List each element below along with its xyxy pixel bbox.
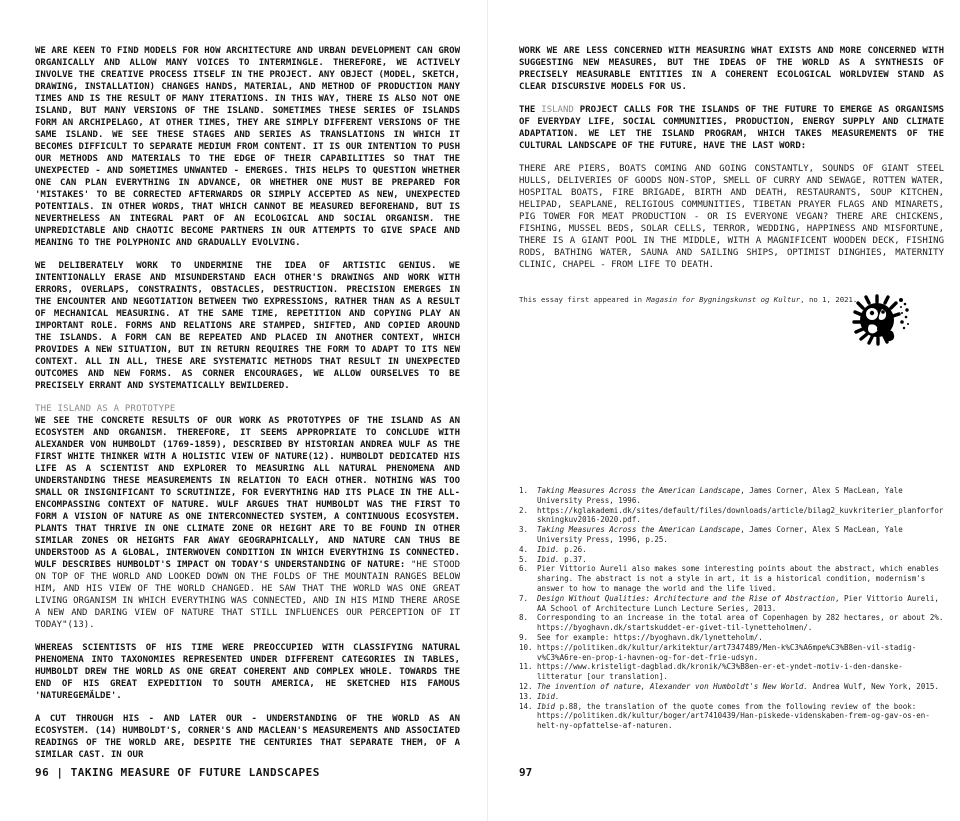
paragraph [35,415,460,631]
footnote-number: 8. [519,613,529,623]
footnote-number: 4. [519,544,529,554]
footnote-number: 3. [519,525,529,535]
footnote-text: , James Corner, Alex S MacLean, Yale University Press, 1996. [537,486,903,505]
footnote-number: 5. [519,554,529,564]
footnote-number: 2. [519,505,529,515]
footnotes-list [519,486,944,731]
footnote-text: The invention of nature, Alexander von Humboldt's New World. [537,681,808,691]
page-gutter-divider [487,0,488,821]
footnote-text: Ibid. [537,554,560,564]
paragraph: WORK WE ARE LESS CONCERNED WITH MEASURING WHAT EXISTS AND MORE CONCERNED WITH SUGGESTING NEW MEASURES, BUT THE IDEAS OF THE WORLD AS A SYNTHESIS OF PRECISELY MEASURABLE ENTITIES IN A COHERENT ECOLOGICAL WORLDVIEW STAND AS CLEAR DISCURSIVE MODELS FOR US. [519,46,944,92]
footnote-item [519,702,944,731]
humboldt-quote: "HE STOOD ON TOP OF THE WORLD AND LOOKED DOWN ON THE FOLDS OF THE MOUNTAIN RANGES BELOW HIM, AND HIS VIEW OF THE WORLD CHANGED. HE SAW THAT THE WORLD WAS ONE GREAT LIVING ORGANISM IN WHICH EVERYTHING WAS CONNECTED, AND IN HIS MIND THERE AROSE A NEW AND DARING VIEW OF NATURE THAT STILL INFLUENCES OUR PERCEPTION OF IT TODAY"(13). [35,560,460,630]
left-page-column [35,45,460,761]
footnote-text: Corresponding to an increase in the total area of Copenhagen by 282 hectares, or about 2%. https://byoghavn.dk/startskuddet-er-givet-til-lynetteholmen/. [537,613,944,633]
paragraph: WE ARE KEEN TO FIND MODELS FOR HOW ARCHITECTURE AND URBAN DEVELOPMENT CAN GROW ORGANICALLY AND ALLOW MANY VOICES TO INTERMINGLE. THEREFORE, WE ACTIVELY INVOLVE THE CREATIVE PROCESS ITSELF IN THE PROJECT. ANY OBJECT (MODEL, SKETCH, DRAWING, INSTALLATION) CHANGES HANDS, MATERIAL, AND METHOD OF PRODUCTION MANY TIMES AND IS THE RESULT OF MANY ITERATIONS. IN THIS WAY, THERE IS ALSO NOT ONE ISLAND, BUT MANY VERSIONS OF THE ISLAND. SOMETIMES THESE SERIES OF ISLANDS FORM AN ARCHIPELAGO, AT OTHER TIMES, THEY ARE SIMPLY DIFFERENT VERSIONS OF THE SAME ISLAND. WE SEE THESE STAGES AND SERIES AS TRANSLATIONS IN WHICH IT BECOMES DIFFICULT TO SEPARATE MEDIUM FROM CONTENT. IT IS OUR INTENTION TO PUSH OUR METHODS AND MATERIALS TO THE EDGE OF THEIR CAPABILITIES SO THAT THE UNEXPECTED - AND SOMETIMES UNWANTED - EMERGES. THIS HELPS TO QUESTION WHETHER ONE CAN PLAN EVERYTHING IN ADVANCE, OR WHETHER ONE MUST BE PREPARED FOR 'MISTAKES' TO BE CORRECTED AFTERWARDS OR SIMPLY ACCEPTED AS NEW, UNEXPECTED POTENTIALS. IN OTHER WORDS, THAT WHICH CANNOT BE MEASURED BEFOREHAND, BUT IS NEVERTHELESS AN INTEGRAL PART OF AN ECOLOGICAL AND SOCIAL ORGANISM. THE UNPREDICTABLE AND CHAOTIC BECOME PARTNERS IN OUR ATTEMPTS TO GIVE SPACE AND MEANING TO THE POLYPHONIC AND GRADUALLY EVOLVING. [35,46,460,248]
paragraph-lead: WE SEE THE CONCRETE RESULTS OF OUR WORK AS PROTOTYPES OF THE ISLAND AS AN ECOSYSTEM AND ORGANISM. THEREFORE, IT SEEMS APPROPRIATE TO CONCLUDE WITH ALEXANDER VON HUMBOLDT (1769-1859), DESCRIBED BY HISTORIAN ANDREA WULF AS THE FIRST WHITE THINKER WITH A HOLISTIC VIEW OF NATURE(12). HUMBOLDT DEDICATED HIS LIFE AS A SCIENTIST AND EXPLORER TO MEASURING ALL NATURAL PHENOMENA AND UNDERSTANDING THESE MEASUREMENTS IN RELATION TO EACH OTHER. NOTHING WAS TOO SMALL OR INSIGNIFICANT TO SCRUTINIZE, FOR EVERYTHING HAD ITS PLACE IN THE ALL-ENCOMPASSING CONTEXT OF NATURE. WULF ARGUES THAT HUMBOLDT WAS THE FIRST TO FORM A VISION OF NATURE AS ONE INTERCONNECTED SYSTEM, A CONTINUOUS ECOSYSTEM. PLANTS THAT THRIVE IN ONE CLIMATE ZONE OR HEIGHT ARE TO BE FOUND IN OTHER SIMILAR ZONES OR HEIGHTS FAR AWAY GEOGRAPHICALLY, AND NATURE CAN THUS BE UNDERSTOOD AS A GLOBAL, INTERWOVEN CONDITION IN WHICH EVERYTHING IS CONNECTED. WULF DESCRIBES HUMBOLDT'S IMPACT ON TODAY'S UNDERSTANDING OF NATURE: [35,416,460,570]
paragraph: WHEREAS SCIENTISTS OF HIS TIME WERE PREOCCUPIED WITH CLASSIFYING NATURAL PHENOMENA INTO TAXONOMIES REPRESENTED UNDER DIFFERENT CATEGORIES IN TABLES, HUMBOLDT DREW THE WORLD AS ONE GREAT COHERENT AND COMPLEX WHOLE. TOWARDS THE END OF HIS GREAT EXPEDITION TO SOUTH AMERICA, HE SKETCHED HIS FAMOUS 'NATUREGEMÄLDE'. [35,643,460,701]
left-page-footer: 96 | TAKING MEASURE OF FUTURE LANDSCAPES [35,766,320,779]
credit-text: This essay first appeared in [519,295,647,304]
footnote-text: , Pier Vittorio Aureli, AA School of Architecture Lunch Lecture Series, 2013. [537,593,939,613]
footnote-item [519,555,944,565]
footnote-number: 6. [519,564,529,574]
footnote-item [519,564,944,593]
footnote-text: Ibid. [537,691,560,701]
footnote-item [519,506,944,526]
footnote-item [519,662,944,682]
footnote-text: Taking Measures Across the American Landscape [537,486,741,495]
footnote-text: https://www.kristeligt-dagblad.dk/kronik/%C3%B8en-er-et-yndet-motiv-i-den-danske-litteratur [our translation]. [537,662,903,682]
paragraph-text: PROJECT CALLS FOR THE ISLANDS OF THE FUTURE TO EMERGE AS ORGANISMS OF EVERYDAY LIFE, SOCIAL COMMUNITIES, PRODUCTION, ENERGY SUPPLY AND CLIMATE ADAPTATION. WE LET THE ISLAND PROGRAM, WHICH TAKES MEASUREMENTS OF THE CULTURAL LANDSCAPE OF THE FUTURE, HAVE THE LAST WORD: [519,105,944,151]
footnote-text: Andrea Wulf, New York, 2015. [807,681,939,691]
footnote-number: 11. [519,662,533,672]
footnote-item [519,486,944,506]
section-heading: THE ISLAND AS A PROTOTYPE [35,404,176,414]
right-page-number: 97 [519,766,533,779]
magazine-title: Magasin for Bygningskunst og Kultur [646,295,801,304]
footnote-text: p.88, the translation of the quote comes from the following review of the book: https://politiken.dk/kultur/boger/art7410439/Han-piskede-videnskaben-frem-og-gav-os-en-helt-ny-opfattelse-af-naturen. [537,701,930,731]
footnote-text: p.37. [559,554,587,564]
footnote-text: , James Corner, Alex S MacLean, Yale University Press, 1996, p.25. [537,525,903,544]
paragraph: WE DELIBERATELY WORK TO UNDERMINE THE IDEA OF ARTISTIC GENIUS. WE INTENTIONALLY ERASE AND MISUNDERSTAND EACH OTHER'S DRAWINGS AND WORK WITH ERRORS, OVERLAPS, CONSTRAINTS, OBSTACLES, DESTRUCTION. PRECISION EMERGES IN THE ENCOUNTER AND NEGOTIATION BETWEEN TWO EXPRESSIONS, RATHER THAN AS A RESULT OF MECHANICAL MEASURING. AT THE SAME TIME, REPETITION AND COPYING PLAY AN IMPORTANT ROLE. FORMS AND RELATIONS ARE STAMPED, SHIFTED, AND COPIED AROUND THE ISLANDS. A FORM CAN BE REPEATED AND PLACED IN ANOTHER CONTEXT, WHICH PROVIDES A NEW SITUATION, BUT IN RETURN REQUIRES THE FORM TO ADAPT TO ITS NEW CONTEXT. ALL IN ALL, THESE ARE SYSTEMATIC METHODS THAT RESULT IN UNEXPECTED OUTCOMES AND NEW FORMS. AS CORNER ENCOURAGES, WE ALLOW OURSELVES TO BE PRECISELY ERRANT AND SYSTEMATICALLY BEWILDERED. [35,261,460,391]
footnote-number: 12. [519,681,533,691]
footnote-number: 7. [519,593,529,603]
footnote-text: Design Without Qualities: Architecture and the Rise of Abstraction [537,593,836,603]
right-page-column [519,45,944,731]
footnote-text: Ibid. [537,544,560,554]
footnote-item [519,692,944,702]
footnote-text: https://politiken.dk/kultur/arkitektur/art7347489/Men-k%C3%A6mpe%C3%B8en-vil-stadig-v%C3%A6re-en-prop-i-havnen-og-for-det-frie-udsyn. [537,642,917,662]
footnote-item [519,594,944,614]
paragraph [519,104,944,152]
credit-text: , no 1, 2021. [800,295,858,304]
ink-splat-icon [849,291,913,351]
footnote-item [519,643,944,663]
footnote-number: 14. [519,701,533,711]
footnote-text: Pier Vittorio Aureli also makes some interesting points about the abstract, which enables sharing. The abstract is not a style in art, it is a historical condition, modernism's answer to how to manage the world and the life lived. [537,564,939,593]
footnote-number: 1. [519,486,529,495]
footnote-number: 13. [519,691,533,701]
footnote-text: https://kglakademi.dk/sites/default/files/downloads/article/bilag2_kuvkriterier_planforforskningkuv2016-2020.pdf. [537,505,944,525]
island-program-quote: THERE ARE PIERS, BOATS COMING AND GOING CONSTANTLY, SOUNDS OF GIANT STEEL HULLS, DELIVERIES OF GOODS NON-STOP, SMELL OF CURRY AND SEWAGE, ROTTEN WATER, HOSPITAL BOATS, FIRE BRIGADE, BIRTH AND DEATH, RESTAURANTS, SOUP KITCHEN, HELIPAD, SEAPLANE, RELIGIOUS COMMUNITIES, TIBETAN PRAYER FLAGS AND MINARETS, PIG TOWER FOR MEAT PRODUCTION - OR IS EVERYONE VEGAN? THERE ARE CHICKENS, FISHING, MUSSEL BEDS, SOLAR CELLS, TERROR, WEDDING, HAPPINESS AND MISFORTUNE, THERE IS A GIANT POOL IN THE MIDDLE, WITH A MAGNIFICENT WOODEN DECK, FISHING RODS, BATHING WATER, SAUNA AND SAILING SHIPS, OPTIMIST DINGHIES, MATERNITY CLINIC, CHAPEL - FROM LIFE TO DEATH. [519,164,944,270]
footnote-item [519,545,944,555]
footnote-text: p.26. [559,544,587,554]
footnote-number: 10. [519,642,533,652]
footnote-text: Taking Measures Across the American Landscape [537,525,741,535]
footnote-text: Ibid [537,701,556,711]
paragraph: A CUT THROUGH HIS - AND LATER OUR - UNDERSTANDING OF THE WORLD AS AN ECOSYSTEM. (14) HUMBOLDT'S, CORNER'S AND MACLEAN'S MEASUREMENTS AND ASSOCIATED READINGS OF THE WORLD ARE, DESPITE THE CENTURIES THAT SEPARATE THEM, OF A SIMILAR CAST. IN OUR [35,714,460,760]
island-project-name: ISLAND [541,105,574,115]
paragraph-text: THE [519,105,542,115]
footnote-text: See for example: https://byoghavn.dk/lynetteholm/. [537,632,763,642]
footnote-item [519,613,944,633]
footnote-item [519,525,944,545]
footnote-item [519,682,944,692]
footnote-number: 9. [519,632,529,642]
footnote-item [519,633,944,643]
